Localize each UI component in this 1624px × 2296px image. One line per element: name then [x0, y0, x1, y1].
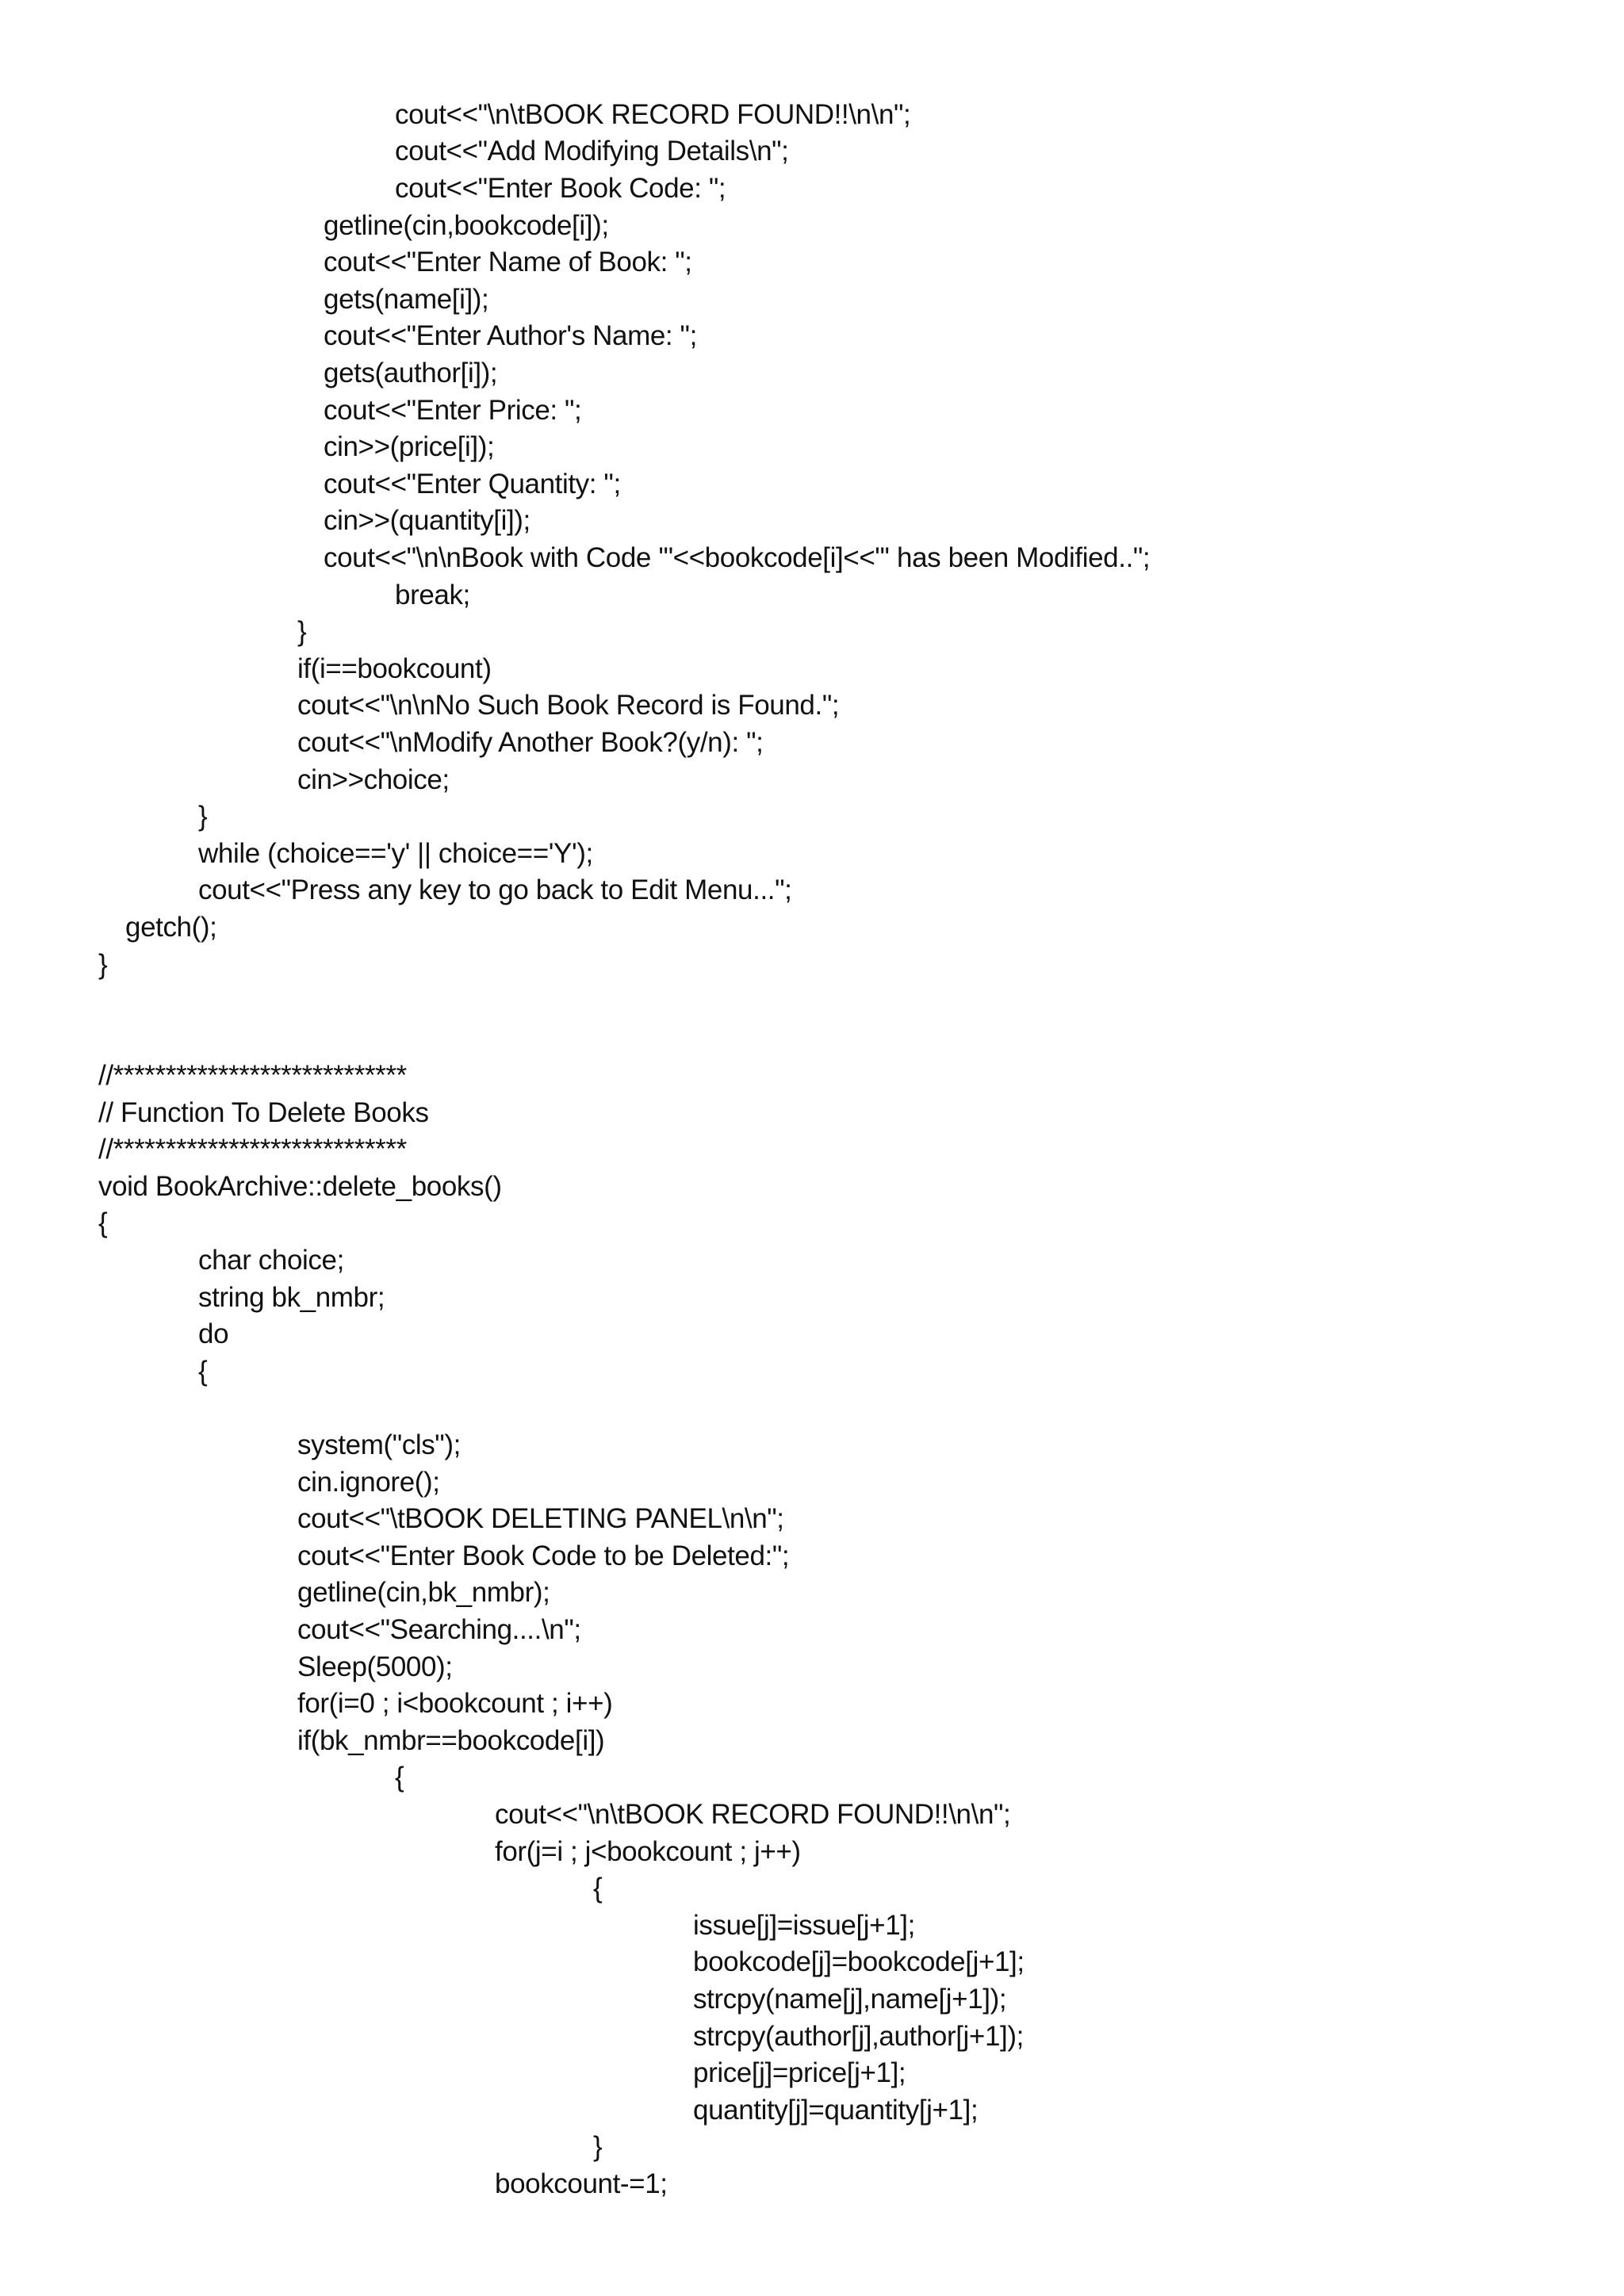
code-line: while (choice=='y' || choice=='Y');	[198, 838, 593, 869]
code-line: cout<<"Enter Price: ";	[324, 395, 582, 426]
code-line: cout<<"\tBOOK DELETING PANEL\n\n";	[297, 1503, 784, 1534]
code-line: cout<<"\n\nBook with Code '"<<bookcode[i]<<"' has been Modified..";	[324, 542, 1151, 573]
code-line: getline(cin,bk_nmbr);	[297, 1577, 550, 1608]
code-line: strcpy(name[j],name[j+1]);	[693, 1984, 1007, 2015]
code-line: bookcode[j]=bookcode[j+1];	[693, 1946, 1025, 1977]
code-line: }	[98, 949, 108, 980]
code-line: bookcount-=1;	[495, 2168, 668, 2199]
code-line: issue[j]=issue[j+1];	[693, 1910, 915, 1941]
comment-line: // Function To Delete Books	[98, 1097, 429, 1128]
code-line: void BookArchive::delete_books()	[98, 1171, 502, 1202]
code-line: break;	[395, 580, 470, 610]
code-line: cin>>(price[i]);	[324, 431, 495, 462]
code-line: {	[395, 1762, 404, 1793]
code-line: {	[593, 1873, 603, 1904]
code-line: }	[593, 2131, 603, 2162]
code-line: cout<<"Press any key to go back to Edit Menu...";	[198, 874, 792, 905]
code-line: for(j=i ; j<bookcount ; j++)	[495, 1836, 801, 1867]
code-line: gets(name[i]);	[324, 284, 489, 315]
code-line: if(bk_nmbr==bookcode[i])	[297, 1725, 605, 1756]
code-line: do	[198, 1318, 229, 1349]
code-line: gets(author[i]);	[324, 358, 498, 388]
code-line: system("cls");	[297, 1429, 461, 1460]
code-line: cout<<"\n\tBOOK RECORD FOUND!!\n\n";	[495, 1799, 1011, 1830]
code-line: cout<<"Enter Quantity: ";	[324, 469, 621, 499]
code-line: cout<<"\n\nNo Such Book Record is Found.";	[297, 690, 840, 721]
code-line: price[j]=price[j+1];	[693, 2057, 906, 2088]
code-line: cout<<"\n\tBOOK RECORD FOUND!!\n\n";	[395, 99, 911, 130]
code-line: cin.ignore();	[297, 1467, 440, 1498]
code-line: }	[297, 616, 307, 647]
code-line: cout<<"Enter Author's Name: ";	[324, 320, 697, 351]
code-line: string bk_nmbr;	[198, 1282, 385, 1313]
code-line: cout<<"Enter Name of Book: ";	[324, 247, 692, 277]
code-line: cout<<"Add Modifying Details\n";	[395, 136, 789, 166]
code-line: cout<<"\nModify Another Book?(y/n): ";	[297, 727, 764, 758]
comment-line: //****************************	[98, 1060, 407, 1091]
code-line: quantity[j]=quantity[j+1];	[693, 2095, 979, 2126]
code-line: cout<<"Searching....\n";	[297, 1614, 581, 1645]
code-line: for(i=0 ; i<bookcount ; i++)	[297, 1688, 613, 1719]
code-line: getline(cin,bookcode[i]);	[324, 210, 609, 241]
code-line: Sleep(5000);	[297, 1651, 453, 1682]
code-line: cin>>choice;	[297, 764, 450, 795]
code-line: if(i==bookcount)	[297, 653, 492, 684]
code-line: cout<<"Enter Book Code to be Deleted:";	[297, 1540, 790, 1571]
code-line: char choice;	[198, 1245, 344, 1276]
code-line: {	[98, 1207, 108, 1238]
comment-line: //****************************	[98, 1134, 407, 1165]
code-line: getch();	[125, 912, 217, 943]
code-line: {	[198, 1356, 208, 1387]
code-line: cout<<"Enter Book Code: ";	[395, 173, 726, 204]
code-line: cin>>(quantity[i]);	[324, 505, 530, 536]
code-line: }	[198, 801, 208, 832]
code-line: strcpy(author[j],author[j+1]);	[693, 2021, 1024, 2052]
